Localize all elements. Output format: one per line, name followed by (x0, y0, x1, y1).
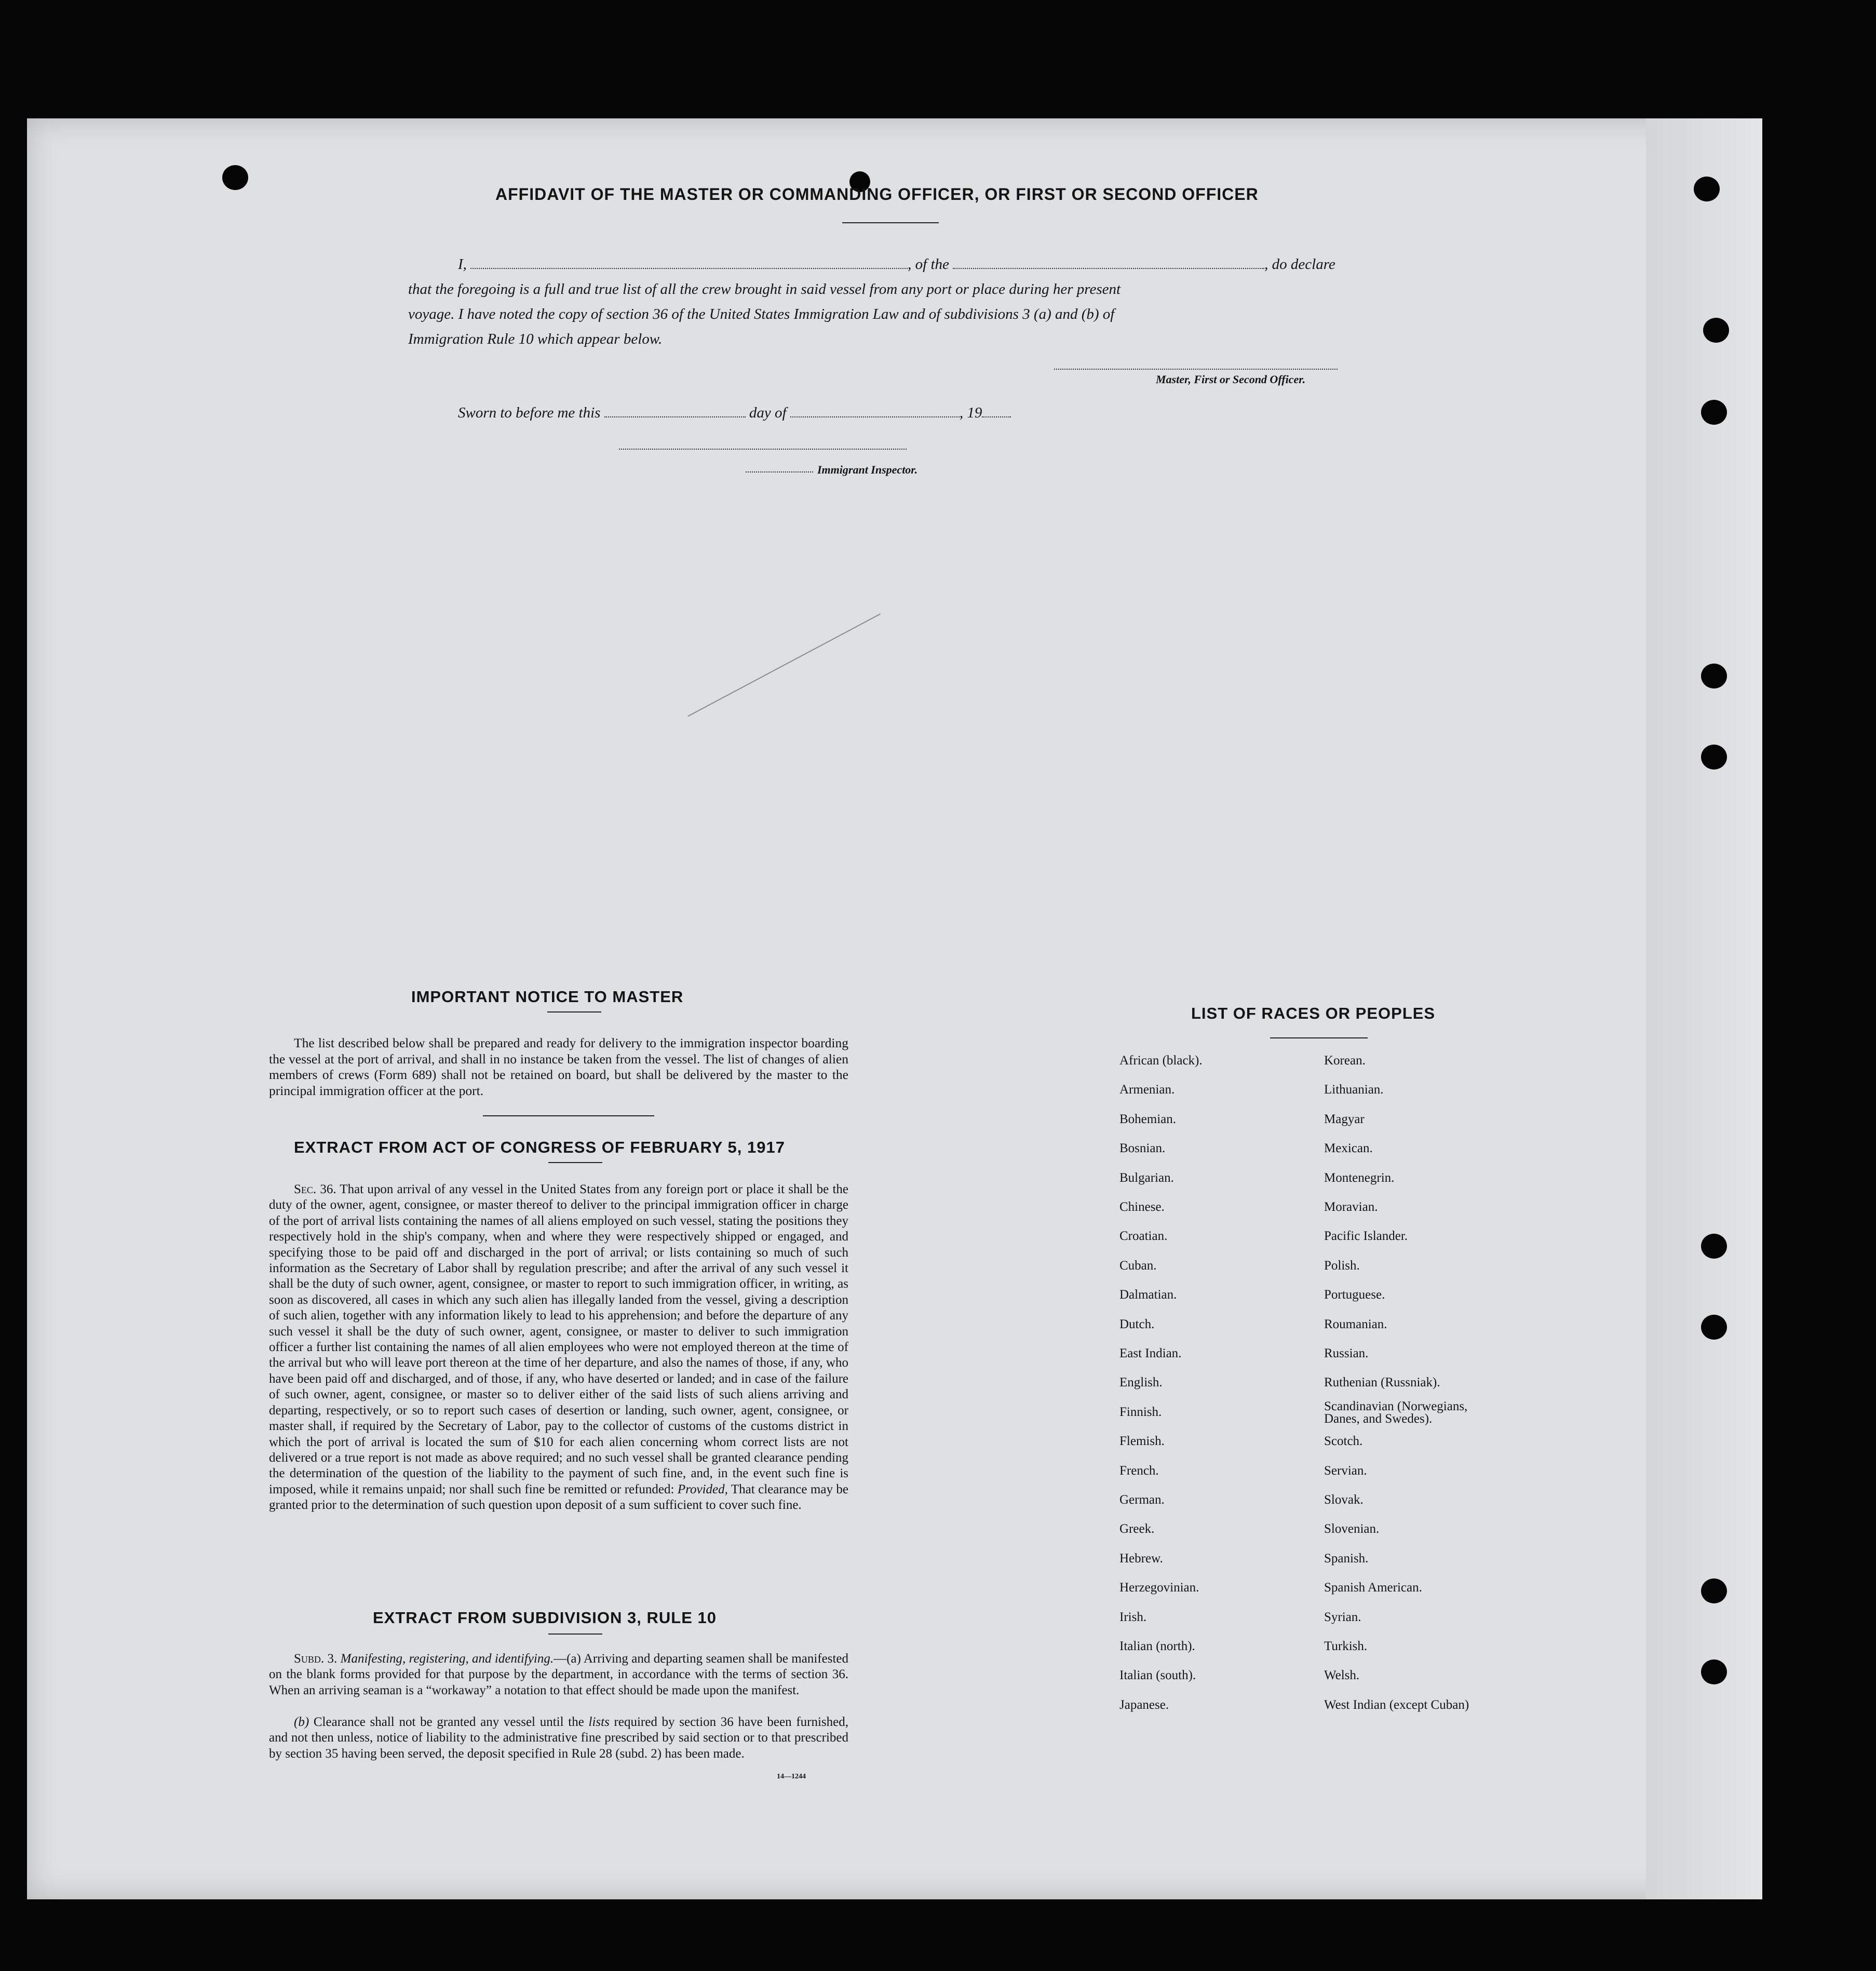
race-item: Cuban. (1119, 1258, 1157, 1273)
subd-b-label: (b) (294, 1715, 309, 1729)
of-the-label: , of the (908, 255, 949, 273)
act-provided: Provided, (677, 1482, 728, 1496)
declaration-line-4: Immigration Rule 10 which appear below. (408, 330, 663, 347)
race-item: French. (1119, 1463, 1159, 1478)
race-item: Herzegovinian. (1119, 1581, 1199, 1595)
act-section-text-end: That clearance may be granted prior to the determination of such question upon deposit of a sum sufficient to cover such fine. (269, 1482, 848, 1513)
race-item: Scandinavian (Norwegians, Danes, and Swedes). (1324, 1399, 1468, 1426)
race-item: Flemish. (1119, 1434, 1165, 1449)
sworn-year-field[interactable] (982, 400, 1011, 417)
act-section-label: Sec. 36. (294, 1182, 336, 1196)
signature-label: Master, First or Second Officer. (1156, 373, 1306, 386)
race-item: Dutch. (1119, 1317, 1155, 1331)
punch-hole (222, 165, 248, 190)
race-item: Finnish. (1119, 1405, 1162, 1419)
form-number: 14—1244 (777, 1773, 806, 1780)
race-item: Japanese. (1119, 1697, 1169, 1712)
subd-b-text-2: required by section 36 have been furnished, and not then unless, notice of liability to the administrative fine prescribed by said section or to that prescribed by section 35 having been served, the deposit specified in Rule 28 (subd. 2) has been made. (269, 1715, 848, 1761)
punch-hole (1694, 177, 1720, 201)
race-item: Greek. (1119, 1522, 1155, 1536)
races-title-rule (1270, 1037, 1368, 1038)
punch-hole (1701, 1659, 1727, 1684)
race-item: German. (1119, 1493, 1165, 1507)
race-item: Welsh. (1324, 1668, 1360, 1683)
race-item: Chinese. (1119, 1200, 1165, 1214)
vessel-field[interactable] (953, 251, 1264, 269)
race-item: Russian. (1324, 1346, 1369, 1360)
inspector-signature-field-2[interactable] (746, 462, 813, 473)
race-item: Portuguese. (1324, 1288, 1385, 1302)
declaration-line-1 (408, 251, 1377, 277)
declarant-label: I, (458, 255, 467, 273)
race-item: Servian. (1324, 1463, 1367, 1478)
race-item: Montenegrin. (1324, 1170, 1395, 1185)
day-of-label: day of (749, 404, 787, 421)
subd-label: Subd. 3. (294, 1652, 338, 1666)
document-page (27, 118, 1762, 1899)
inspector-label: Immigrant Inspector. (817, 463, 918, 476)
act-section-text: That upon arrival of any vessel in the United States from any foreign port or place it shall be the duty of the owner, agent, consignee, or master thereof to deliver to the principal immigration officer in charge of the port of arrival lists containing the names of all aliens employed on such vessel, stating the positions they respectively hold in the ship's company, when and where they were respectively shipped or engaged, and specifying those to be paid off and discharged in the port of arrival; or lists containing so much of such information as the Secretary of Labor shall by regulation prescribe; and after the arrival of any such vessel it shall be the duty of such owner, agent, consignee, or master to report to such immigration officer, in writing, as soon as discovered, all cases in which any such alien has illegally landed from the vessel, giving a description of such alien, together with any information likely to lead to his apprehension; and before the departure of any such vessel it shall be the duty of such owner, agent, consignee, or master to deliver to such immigration officer a further list containing the names of all alien employees who were not employed thereon at the time of the arrival but who will leave port thereon at the time of her departure, and also the names of those, if any, who have been paid off and discharged, and of those, if any, who have deserted or landed; and in case of the failure of such owner, agent, consignee, or master so to deliver either of the said lists of such aliens arriving and departing, respectively, or so to report such cases of desertion or landing, such owner, agent, consignee, or master shall, if required by the Secretary of Labor, pay to the collector of customs of the customs district in which the port of arrival is located the sum of $10 for each alien concerning whom correct lists are not delivered or a true report is not made as above required; and no such vessel shall be granted clearance pending the determination of the question of the liability to the payment of such fine, and, in the event such fine is imposed, while it remains unpaid; nor shall such fine be remitted or refunded: (269, 1182, 848, 1496)
race-item: Magyar (1324, 1112, 1365, 1126)
punch-hole (1703, 318, 1729, 343)
race-item: Spanish. (1324, 1551, 1369, 1565)
notice-title: IMPORTANT NOTICE TO MASTER (411, 988, 684, 1006)
race-item: Bohemian. (1119, 1112, 1177, 1126)
race-item: African (black). (1119, 1054, 1203, 1068)
declaration-line-3: voyage. I have noted the copy of section 36 of the United States Immigration Law and of subdivisions 3 (a) and (b) of (408, 305, 1115, 322)
race-item: Slovak. (1324, 1493, 1364, 1507)
do-declare-label: , do declare (1264, 255, 1335, 273)
subd-b-lists: lists (588, 1715, 610, 1729)
sworn-prefix: Sworn to before me this (458, 404, 601, 421)
notice-text: The list described below shall be prepared and ready for delivery to the immigration inspector boarding the vessel at the port of arrival, and shall in no instance be taken from the vessel. The list of changes of alien members of crews (Form 689) shall not be retained on board, but shall be delivered by the master to the principal immigration officer at the port. (269, 1035, 848, 1098)
race-item: English. (1119, 1375, 1163, 1390)
act-text (269, 1182, 848, 1514)
punch-hole (1701, 1234, 1727, 1259)
declaration-line-2: that the foregoing is a full and true list of all the crew brought in said vessel from any port or place during her present (408, 280, 1121, 298)
notice-title-rule (547, 1011, 601, 1013)
sworn-day-field[interactable] (604, 400, 746, 417)
affidavit-title: AFFIDAVIT OF THE MASTER OR COMMANDING OFFICER, OR FIRST OR SECOND OFFICER (495, 185, 1259, 204)
race-item: Bosnian. (1119, 1141, 1166, 1156)
notice-rule (483, 1115, 654, 1116)
races-title: LIST OF RACES OR PEOPLES (1191, 1004, 1436, 1022)
race-item: Turkish. (1324, 1639, 1368, 1653)
rule-text-b (269, 1715, 848, 1762)
title-rule (842, 222, 939, 223)
rule-title: EXTRACT FROM SUBDIVISION 3, RULE 10 (373, 1609, 717, 1627)
race-item: Ruthenian (Russniak). (1324, 1375, 1440, 1390)
race-item: Bulgarian. (1119, 1170, 1174, 1185)
subd-b-text-1: Clearance shall not be granted any vessel until the (313, 1715, 584, 1729)
race-item: Slovenian. (1324, 1522, 1380, 1536)
race-item: Italian (south). (1119, 1668, 1196, 1683)
race-item: Lithuanian. (1324, 1083, 1384, 1097)
sworn-month-field[interactable] (790, 400, 960, 417)
punch-hole (1701, 1315, 1727, 1340)
race-item: Korean. (1324, 1054, 1366, 1068)
act-title: EXTRACT FROM ACT OF CONGRESS OF FEBRUARY 5, 1917 (294, 1138, 785, 1156)
race-item: East Indian. (1119, 1346, 1182, 1360)
punch-hole (1701, 1578, 1727, 1603)
page-edge-strip (1646, 118, 1762, 1899)
race-item: Italian (north). (1119, 1639, 1195, 1653)
sworn-line (458, 400, 1011, 422)
punch-hole (1701, 400, 1727, 425)
subd-a-text: Arriving and departing seamen shall be manifested on the blank forms provided for that purpose by the department, in accordance with the terms of section 36. When an arriving seaman is a “workaway” a notation to that effect should be made upon the manifest. (269, 1652, 848, 1697)
subd-a-label: —(a) (554, 1652, 581, 1666)
race-item: Polish. (1324, 1258, 1360, 1273)
affidavit-body (408, 251, 1377, 352)
rule-title-rule (548, 1634, 602, 1635)
punch-hole (1701, 745, 1727, 770)
race-item: Pacific Islander. (1324, 1229, 1408, 1244)
race-item: Moravian. (1324, 1200, 1378, 1214)
punch-hole (1701, 664, 1727, 688)
race-item: Syrian. (1324, 1610, 1361, 1624)
year-prefix: , 19 (959, 404, 982, 421)
race-item: Croatian. (1119, 1229, 1168, 1244)
race-item: West Indian (except Cuban) (1324, 1697, 1469, 1712)
race-item: Mexican. (1324, 1141, 1373, 1156)
race-item: Dalmatian. (1119, 1288, 1177, 1302)
name-field[interactable] (470, 251, 908, 269)
rule-text-a (269, 1651, 848, 1698)
act-title-rule (548, 1162, 602, 1163)
race-item: Hebrew. (1119, 1551, 1163, 1565)
race-item: Roumanian. (1324, 1317, 1387, 1331)
subd-heading: Manifesting, registering, and identifying. (340, 1652, 554, 1666)
race-item: Armenian. (1119, 1083, 1175, 1097)
inspector-signature-field[interactable] (619, 439, 907, 450)
race-item: Irish. (1119, 1610, 1147, 1624)
race-item: Spanish American. (1324, 1581, 1422, 1595)
signature-field[interactable] (1054, 359, 1338, 370)
race-item: Scotch. (1324, 1434, 1363, 1449)
